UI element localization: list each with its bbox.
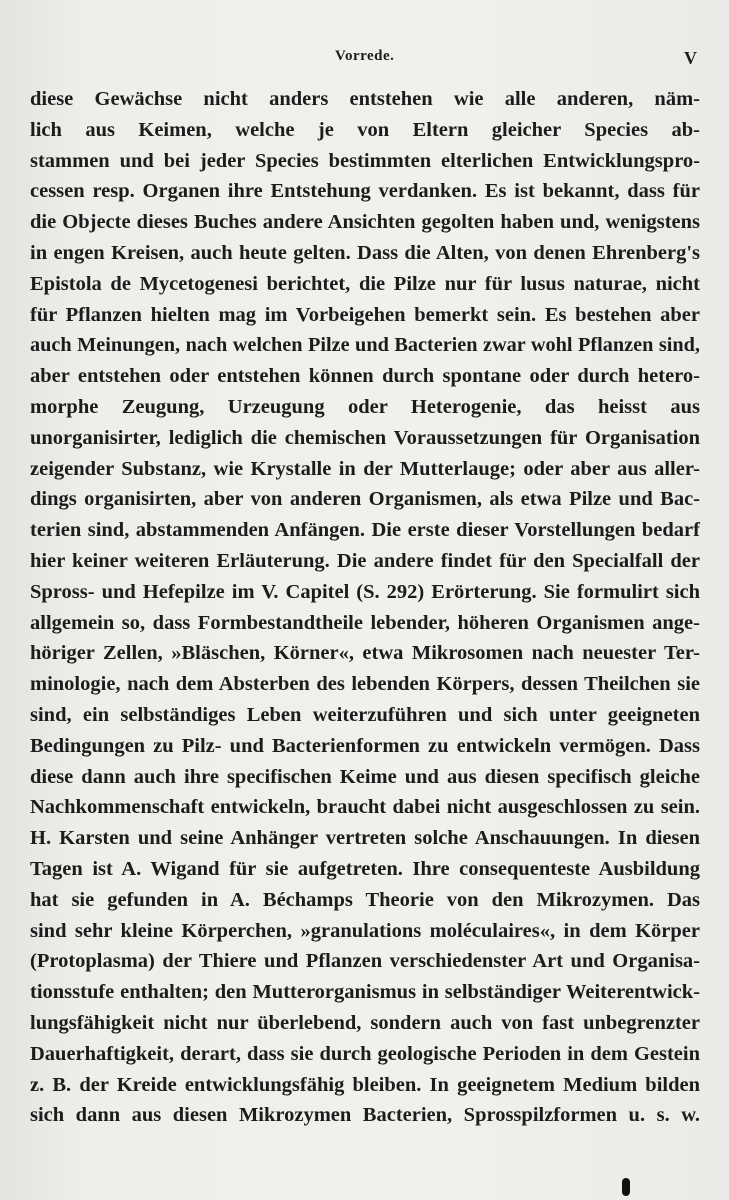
text-line: lungsfähigkeit nicht nur überlebend, sondern auch von fast unbegrenzter [30,1011,700,1034]
text-line: unorganisirter, lediglich die chemischen Voraussetzungen für Organisation [30,426,700,449]
text-line: Bedingungen zu Pilz- und Bacterienformen zu entwickeln vermögen. Dass [30,734,700,757]
text-line: allgemein so, dass Formbestandtheile lebender, höheren Organismen ange- [30,611,700,634]
text-line: diese Gewächse nicht anders entstehen wie alle anderen, näm- [30,88,700,110]
text-line: auch Meinungen, nach welchen Pilze und Bacterien zwar wohl Pflanzen sind, [30,334,700,357]
text-line: Tagen ist A. Wigand für sie aufgetreten. Ihre consequenteste Ausbildung [30,857,700,880]
text-line: die Objecte dieses Buches andere Ansichten gegolten haben und, wenigstens [30,211,700,234]
text-line: terien sind, abstammenden Anfängen. Die erste dieser Vorstellungen bedarf [30,519,700,542]
text-line: hier keiner weiteren Erläuterung. Die andere findet für den Specialfall der [30,549,700,572]
text-line: sind sehr kleine Körperchen, »granulations moléculaires«, in dem Körper [30,919,700,942]
text-line: Epistola de Mycetogenesi berichtet, die Pilze nur für lusus naturae, nicht [30,272,700,295]
text-line: diese dann auch ihre specifischen Keime und aus diesen specifisch gleiche [30,765,700,788]
text-line: morphe Zeugung, Urzeugung oder Heterogenie, das heisst aus [30,395,700,418]
text-line: (Protoplasma) der Thiere und Pflanzen verschiedenster Art und Organisa- [30,950,700,973]
body-text [30,84,700,1131]
text-line: Nachkommenschaft entwickeln, braucht dabei nicht ausgeschlossen zu sein. [30,796,700,819]
text-line: höriger Zellen, »Bläschen, Körner«, etwa Mikrosomen nach neuester Ter- [30,642,700,665]
text-line: lich aus Keimen, welche je von Eltern gleicher Species ab- [30,118,700,141]
text-line: für Pflanzen hielten mag im Vorbeigehen bemerkt sein. Es bestehen aber [30,303,700,326]
text-line: cessen resp. Organen ihre Entstehung verdanken. Es ist bekannt, dass für [30,180,700,203]
text-line: tionsstufe enthalten; den Mutterorganismus in selbständiger Weiterentwick- [30,981,700,1004]
text-line: hat sie gefunden in A. Béchamps Theorie von den Mikrozymen. Das [30,888,700,911]
page-number: V [684,48,697,68]
ink-smudge [622,1178,630,1196]
text-line: minologie, nach dem Absterben des lebenden Körpers, dessen Theilchen sie [30,673,700,696]
text-line: sich dann aus diesen Mikrozymen Bacterien, Sprosspilzformen u. s. w. [30,1104,700,1127]
text-line: z. B. der Kreide entwicklungsfähig bleiben. In geeignetem Medium bilden [30,1073,700,1096]
text-line: aber entstehen oder entstehen können durch spontane oder durch hetero- [30,365,700,388]
text-line: dings organisirten, aber von anderen Organismen, als etwa Pilze und Bac- [30,488,700,511]
text-line: in engen Kreisen, auch heute gelten. Dass die Alten, von denen Ehrenberg's [30,241,700,264]
text-line: zeigender Substanz, wie Krystalle in der Mutterlauge; oder aber aus aller- [30,457,700,480]
text-line: Spross- und Hefepilze im V. Capitel (S. 292) Erörterung. Sie formulirt sich [30,580,700,603]
text-line: sind, ein selbständiges Leben weiterzuführen und sich unter geeigneten [30,703,700,726]
header-title: Vorrede. [335,48,395,64]
text-line: H. Karsten und seine Anhänger vertreten solche Anschauungen. In diesen [30,827,700,850]
running-header [0,48,729,78]
text-line: Dauerhaftigkeit, derart, dass sie durch geologische Perioden in dem Gestein [30,1042,700,1065]
text-line: stammen und bei jeder Species bestimmten elterlichen Entwicklungspro- [30,149,700,172]
